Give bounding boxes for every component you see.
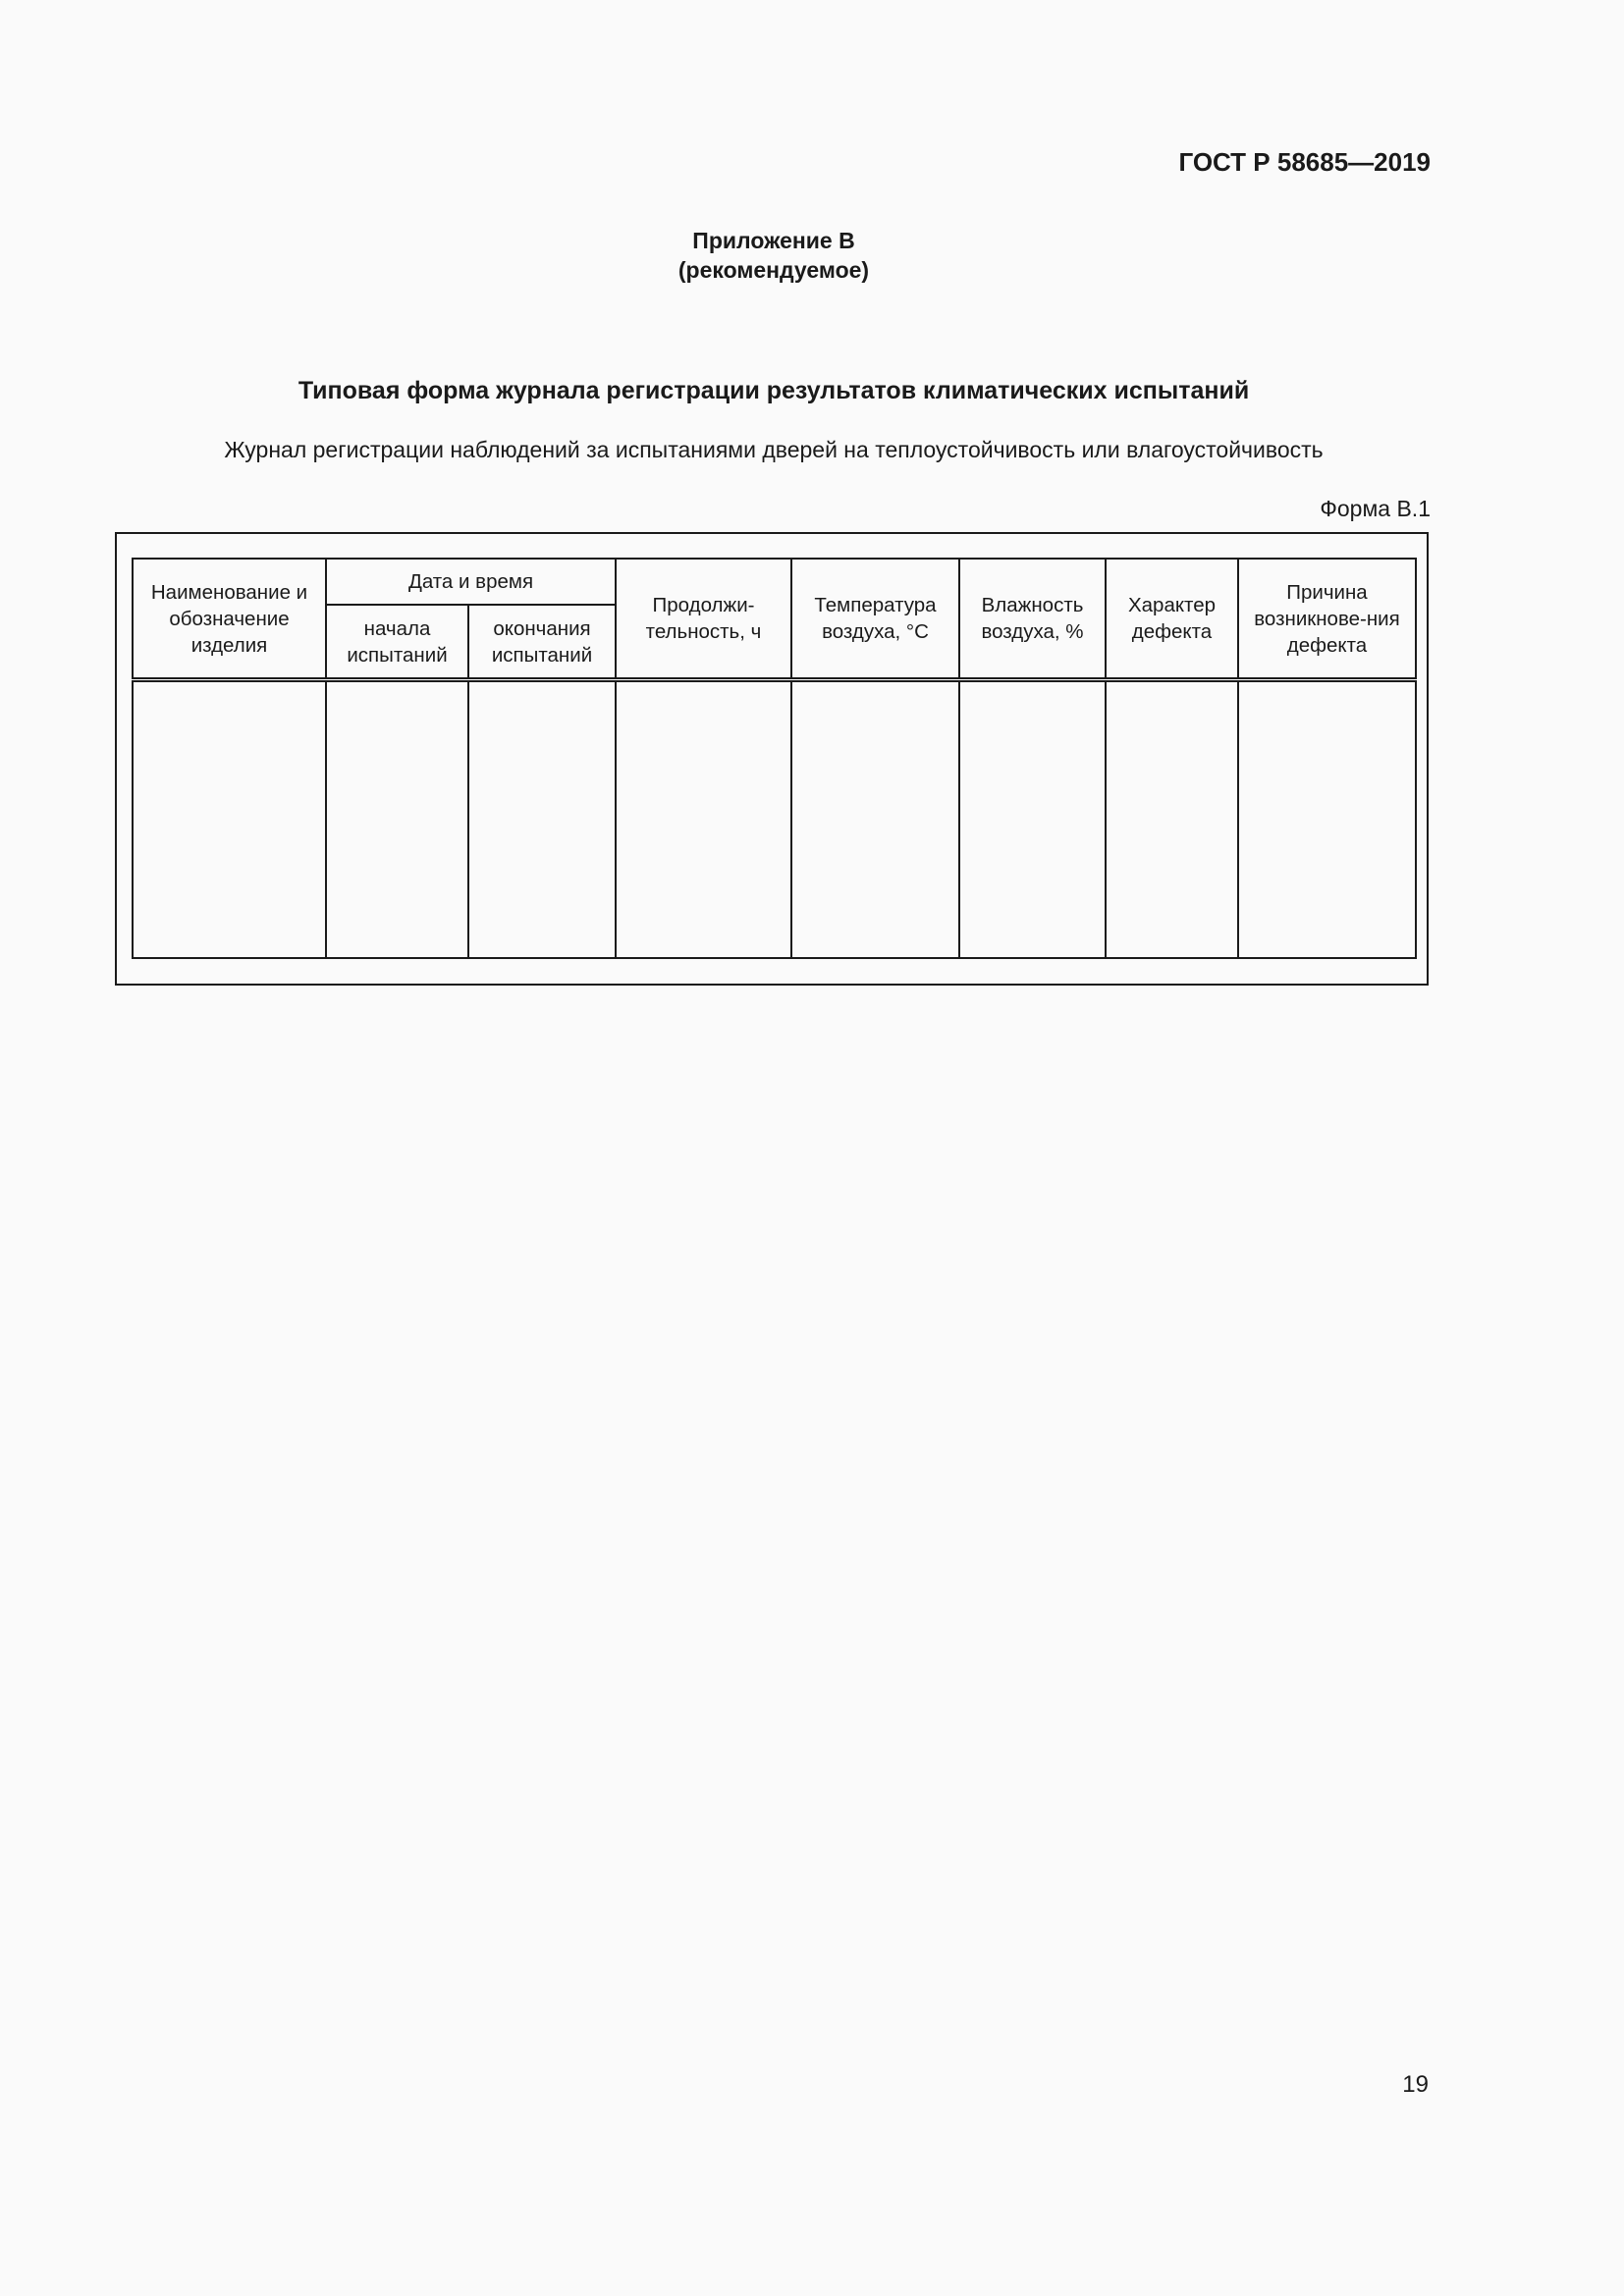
table-row xyxy=(133,680,1416,959)
cell-duration xyxy=(616,680,791,959)
appendix-status: (рекомендуемое) xyxy=(677,257,870,283)
standard-code: ГОСТ Р 58685—2019 xyxy=(1178,147,1431,177)
header-humidity: Влажность воздуха, % xyxy=(959,559,1106,680)
header-start: начала испытаний xyxy=(326,605,468,680)
page-number: 19 xyxy=(1402,2071,1429,2098)
cell-humidity xyxy=(959,680,1106,959)
cell-start xyxy=(326,680,468,959)
cell-temperature xyxy=(791,680,959,959)
cell-end xyxy=(468,680,616,959)
appendix-title: Приложение В xyxy=(692,228,855,253)
header-temperature: Температура воздуха, °С xyxy=(791,559,959,680)
cell-name xyxy=(133,680,326,959)
cell-defect-cause xyxy=(1238,680,1416,959)
appendix-heading xyxy=(0,226,1547,285)
header-defect-type: Характер дефекта xyxy=(1106,559,1238,680)
header-defect-cause: Причина возникнове-ния дефекта xyxy=(1238,559,1416,680)
journal-caption: Журнал регистрации наблюдений за испытаниями дверей на теплоустойчивость или влагоустойчивость xyxy=(224,437,1324,462)
header-name: Наименование и обозначение изделия xyxy=(133,559,326,680)
header-datetime: Дата и время xyxy=(326,559,616,605)
form-title: Типовая форма журнала регистрации результатов климатических испытаний xyxy=(298,377,1250,404)
cell-defect-type xyxy=(1106,680,1238,959)
header-end: окончания испытаний xyxy=(468,605,616,680)
form-number: Форма В.1 xyxy=(1320,496,1431,521)
journal-table xyxy=(132,558,1417,959)
header-duration: Продолжи-тельность, ч xyxy=(616,559,791,680)
